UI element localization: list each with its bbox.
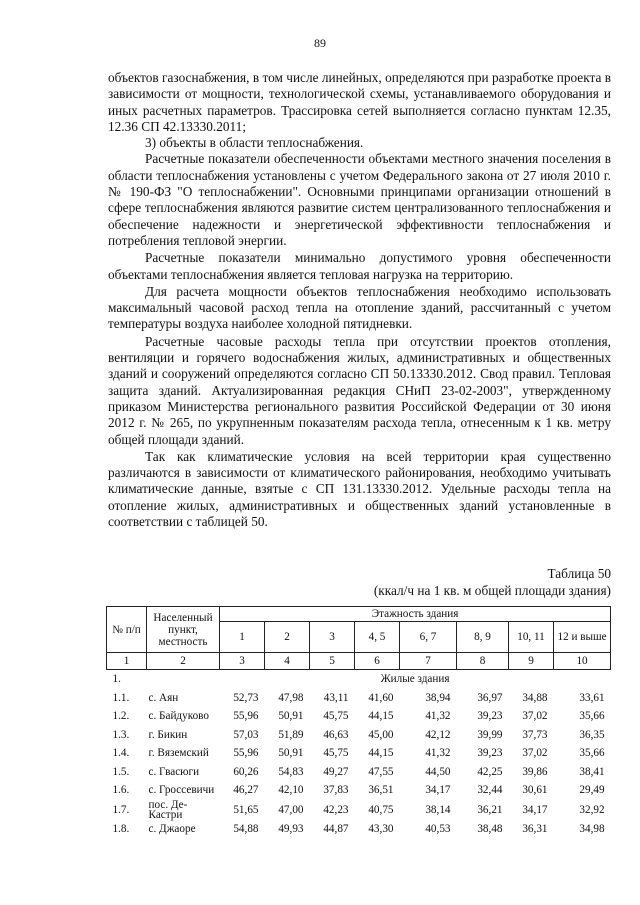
row-value: 50,91 [278,710,304,723]
paragraph: Расчетные показатели обеспеченности объектами местного значения поселения в области теплоснабжения установлены с учетом Федерального закона от 27 июля 2010 г. № 190-ФЗ "О теплоснабжении". Основными принципами организации отношений в сфере теплоснабжения являются развитие систем централизованного теплоснабжения и обеспечение надежности и энергетической эффективности теплоснабжения и потребления тепловой энергии. [108,151,611,248]
row-value: 60,26 [233,765,259,778]
row-no: 1.3. [112,728,130,741]
column-number: 10 [554,653,611,670]
body-text [108,70,611,530]
row-value: 41,32 [425,747,451,760]
row-value: 44,15 [368,710,394,723]
row-value: 45,75 [323,710,349,723]
paragraph: Расчетные показатели минимально допустимого уровня обеспеченности объектами теплоснабжения является тепловая нагрузка на территорию. [108,250,611,282]
row-value: 45,00 [368,728,394,741]
row-value: 44,50 [425,765,451,778]
row-value: 34,98 [579,822,605,835]
paragraph: объектов газоснабжения, в том числе линейных, определяются при разработке проекта в зависимости от мощности, технологической схемы, устанавливаемого оборудования и иных расчетных параметров. Трассировка сетей выполняется согласно пунктам 12.35, 12.36 СП 42.13330.2011; [108,70,611,134]
row-value: 30,61 [522,784,548,797]
row-value: 49,27 [323,765,349,778]
header-floors-group: Этажность здания [220,607,611,622]
row-place: с. Джаоре [148,822,196,835]
row-value: 54,83 [278,765,304,778]
row-value: 35,66 [579,710,605,723]
row-place: с. Байдуково [148,710,209,723]
header-floor: 4, 5 [355,622,400,653]
row-value: 32,92 [579,803,605,816]
row-value: 49,93 [278,822,304,835]
row-value: 36,97 [477,691,503,704]
page-number: 89 [314,36,326,50]
row-value: 41,60 [368,691,394,704]
heat-consumption-table [106,606,611,838]
table-row [107,820,611,839]
row-no: 1.7. [112,803,130,816]
table-row [107,800,611,820]
table-row [107,707,611,726]
row-value: 38,48 [477,822,503,835]
column-number: 5 [310,653,355,670]
row-place: с. Аян [148,691,179,704]
row-value: 50,91 [278,747,304,760]
table-body [107,670,611,839]
header-place: Населенный пункт, местность [147,607,220,653]
row-value: 37,02 [522,710,548,723]
row-place: пос. Де-Кастри [148,798,188,821]
paragraph: 3) объекты в области теплоснабжения. [145,135,364,151]
row-value: 38,14 [425,803,451,816]
paragraph: Расчетные часовые расходы тепла при отсутствии проектов отопления, вентиляции и горячего водоснабжения жилых, административных и общественных зданий и сооружений определяются согласно СП 50.13330.2012. Свод правил. Тепловая защита зданий. Актуализированная редакция СНиП 23-02-2003", утвержденному приказом Министерства регионального развития Российской Федерации от 30 июня 2012 г. № 265, по укрупненным показателям расхода тепла, отнесенным к 1 кв. метру общей площади зданий. [108,333,611,447]
section-no: 1. [112,673,121,686]
row-value: 39,23 [477,710,503,723]
row-value: 55,96 [233,710,259,723]
row-value: 37,73 [522,728,548,741]
row-no: 1.4. [112,747,130,760]
table-row [107,781,611,800]
row-value: 40,75 [368,803,394,816]
table-number: Таблица 50 [547,566,611,581]
column-number: 1 [107,653,147,670]
header-floor: 12 и выше [554,622,611,653]
row-value: 36,51 [368,784,394,797]
header-floor: 3 [310,622,355,653]
table-row [107,744,611,763]
row-value: 38,41 [579,765,605,778]
row-value: 38,94 [425,691,451,704]
row-value: 39,99 [477,728,503,741]
row-value: 42,23 [323,803,349,816]
row-value: 34,88 [522,691,548,704]
row-value: 42,10 [278,784,304,797]
row-value: 43,30 [368,822,394,835]
column-number: 3 [220,653,265,670]
header-floor: 10, 11 [509,622,554,653]
row-value: 36,35 [579,728,605,741]
row-value: 34,17 [425,784,451,797]
column-number: 8 [457,653,509,670]
row-value: 52,73 [233,691,259,704]
row-no: 1.5. [112,765,130,778]
table-row [107,726,611,745]
row-value: 32,44 [477,784,503,797]
row-value: 36,21 [477,803,503,816]
row-value: 42,12 [425,728,451,741]
section-title: Жилые здания [380,673,450,686]
row-no: 1.8. [112,822,130,835]
row-place: г. Вяземский [148,747,209,760]
row-value: 51,65 [233,803,259,816]
header-floor: 2 [265,622,310,653]
row-value: 41,32 [425,710,451,723]
table-row [107,689,611,708]
row-value: 44,87 [323,822,349,835]
row-value: 51,89 [278,728,304,741]
row-place: с. Гроссевичи [148,784,215,797]
row-value: 43,11 [323,691,349,704]
row-value: 36,31 [522,822,548,835]
row-value: 47,55 [368,765,394,778]
row-value: 54,88 [233,822,259,835]
row-value: 33,61 [579,691,605,704]
row-value: 55,96 [233,747,259,760]
row-value: 57,03 [233,728,259,741]
row-value: 46,63 [323,728,349,741]
row-value: 34,17 [522,803,548,816]
row-value: 46,27 [233,784,259,797]
paragraph: Для расчета мощности объектов теплоснабжения необходимо использовать максимальный часовой расход тепла на отопление зданий, рассчитанный с учетом температуры воздуха наиболее холодной пятидневки. [108,283,611,332]
row-value: 37,02 [522,747,548,760]
row-place: с. Гвасюги [148,765,200,778]
row-value: 47,00 [278,803,304,816]
row-place: г. Бикин [148,728,188,741]
row-value: 45,75 [323,747,349,760]
paragraph: Так как климатические условия на всей территории края существенно различаются в зависимости от климатического районирования, необходимо учитывать климатические данные, взятые с СП 131.13330.2012. Удельные расходы тепла на отопление жилых, административных и общественных зданий установленные в соответствии с таблицей 50. [108,448,611,530]
row-no: 1.2. [112,710,130,723]
row-no: 1.1. [112,691,130,704]
row-value: 44,15 [368,747,394,760]
header-floor: 6, 7 [400,622,457,653]
row-value: 37,83 [323,784,349,797]
row-value: 40,53 [425,822,451,835]
row-value: 35,66 [579,747,605,760]
row-value: 42,25 [477,765,503,778]
row-value: 39,86 [522,765,548,778]
row-value: 47,98 [278,691,304,704]
table-row [107,763,611,782]
table-unit: (ккал/ч на 1 кв. м общей площади здания) [373,583,611,598]
column-number: 4 [265,653,310,670]
row-value: 29,49 [579,784,605,797]
column-number: 6 [355,653,400,670]
column-number: 9 [509,653,554,670]
section-row [107,670,611,689]
row-no: 1.6. [112,784,130,797]
column-number: 7 [400,653,457,670]
header-floor: 1 [220,622,265,653]
row-value: 39,23 [477,747,503,760]
column-number: 2 [147,653,220,670]
header-floor: 8, 9 [457,622,509,653]
header-no: № п/п [107,607,147,653]
table-header [107,607,611,670]
